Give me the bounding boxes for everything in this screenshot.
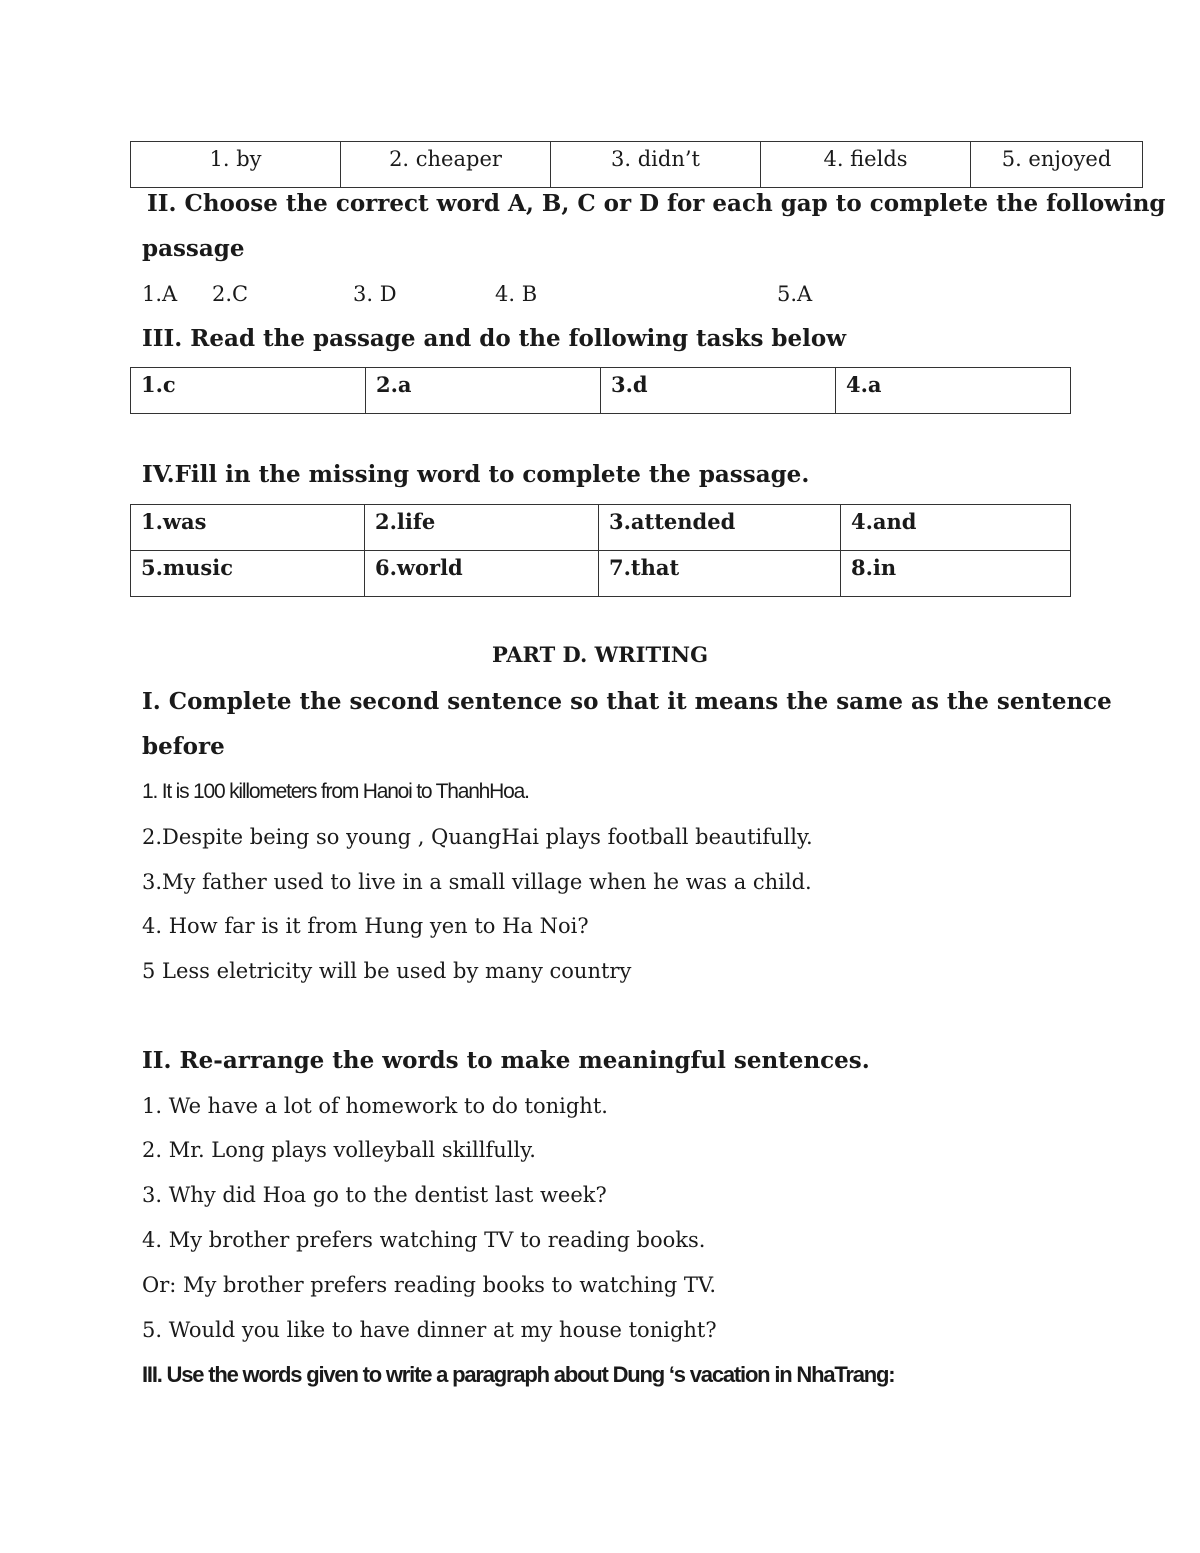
part-title: PART D. WRITING <box>491 642 709 667</box>
answer-item: 5.A <box>777 282 813 306</box>
section-heading: IV.Fill in the missing word to complete the passage. <box>142 461 810 488</box>
section-heading: I. Complete the second sentence so that it means the same as the sentence <box>142 688 1112 715</box>
section-heading: II. Choose the correct word A, B, C or D for each gap to complete the following <box>147 190 1166 217</box>
table-cell: 2. cheaper <box>341 142 551 188</box>
answer-sentence: 3. Why did Hoa go to the dentist last week? <box>142 1183 607 1207</box>
answer-sentence: Or: My brother prefers reading books to watching TV. <box>142 1273 717 1297</box>
table-cell: 1. by <box>131 142 341 188</box>
answer-sentence: 1. It is 100 killometers from Hanoi to ThanhHoa. <box>142 780 529 803</box>
table-cell: 8.in <box>841 551 1071 597</box>
section-heading: before <box>142 733 225 760</box>
table-cell: 3. didn’t <box>551 142 761 188</box>
answer-sentence: 3.My father used to live in a small village when he was a child. <box>142 870 812 894</box>
table-cell: 5. enjoyed <box>971 142 1143 188</box>
answer-table-part-c-iii <box>130 367 1071 414</box>
answer-item: 2.C <box>212 282 249 306</box>
answer-sentence: 4. How far is it from Hung yen to Ha Noi? <box>142 914 589 938</box>
answer-sentence: 2. Mr. Long plays volleyball skillfully. <box>142 1138 536 1162</box>
answer-sentence: 5 Less eletricity will be used by many country <box>142 959 632 983</box>
table-cell: 2.a <box>366 368 601 414</box>
table-cell: 2.life <box>365 505 599 551</box>
answer-table-part-c-i <box>130 141 1143 188</box>
section-heading: II. Re-arrange the words to make meaningful sentences. <box>142 1047 870 1074</box>
table-cell: 3.d <box>601 368 836 414</box>
answer-item: 1.A <box>142 282 178 306</box>
table-cell: 4. fields <box>761 142 971 188</box>
table-cell: 5.music <box>131 551 365 597</box>
table-row <box>131 142 1143 188</box>
answer-table-part-c-iv <box>130 504 1071 597</box>
section-heading: III. Read the passage and do the following tasks below <box>142 325 847 352</box>
table-cell: 7.that <box>599 551 841 597</box>
table-row <box>131 368 1071 414</box>
answer-sentence: 2.Despite being so young , QuangHai plays football beautifully. <box>142 825 813 849</box>
answer-sentence: 1. We have a lot of homework to do tonight. <box>142 1094 608 1118</box>
answer-item: 3. D <box>353 282 397 306</box>
table-cell: 1.was <box>131 505 365 551</box>
table-cell: 3.attended <box>599 505 841 551</box>
answer-sentence: 4. My brother prefers watching TV to reading books. <box>142 1228 706 1252</box>
answer-sentence: 5. Would you like to have dinner at my house tonight? <box>142 1318 717 1342</box>
table-row <box>131 505 1071 551</box>
table-cell: 1.c <box>131 368 366 414</box>
table-cell: 4.a <box>836 368 1071 414</box>
table-cell: 4.and <box>841 505 1071 551</box>
table-row <box>131 551 1071 597</box>
section-heading: III. Use the words given to write a paragraph about Dung ‘s vacation in NhaTrang: <box>142 1362 895 1387</box>
table-cell: 6.world <box>365 551 599 597</box>
section-heading: passage <box>142 235 245 262</box>
answer-item: 4. B <box>495 282 538 306</box>
